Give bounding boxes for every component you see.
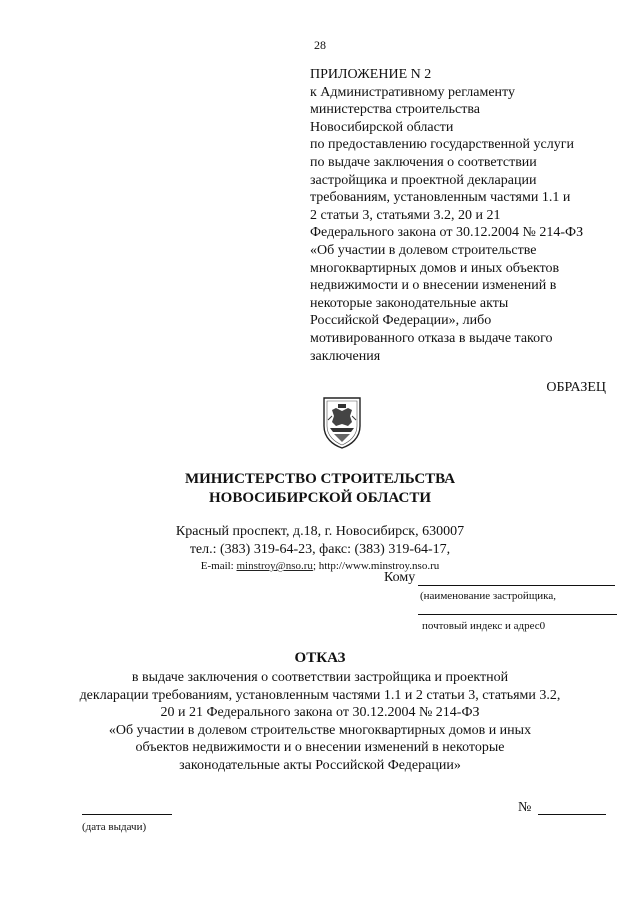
sample-label: ОБРАЗЕЦ	[546, 380, 606, 395]
appendix-line: Российской Федерации», либо	[310, 313, 492, 329]
ministry-title	[0, 470, 640, 508]
page-number: 28	[314, 38, 326, 52]
email-prefix: E-mail:	[200, 560, 237, 572]
appendix-line: 2 статьи 3, статьями 3.2, 20 и 21	[310, 207, 501, 223]
recipient-address-hint: почтовый индекс и адрес0	[422, 620, 546, 632]
document-number-label: №	[518, 800, 532, 815]
appendix-line: Федерального закона от 30.12.2004 № 214-ФЗ	[310, 225, 584, 241]
refusal-line: объектов недвижимости и о внесении изменений в некоторые	[135, 740, 505, 755]
ministry-line: НОВОСИБИРСКОЙ ОБЛАСТИ	[208, 490, 432, 506]
refusal-line: законодательные акты Российской Федерации»	[179, 757, 461, 773]
appendix-line: по предоставлению государственной услуги	[310, 137, 574, 153]
address-street: Красный проспект, д.18, г. Новосибирск, 630007	[175, 524, 465, 539]
coat-of-arms-icon	[320, 396, 364, 450]
appendix-line: заключения	[310, 348, 381, 364]
appendix-line: по выдаче заключения о соответствии	[310, 154, 537, 170]
appendix-line: недвижимости и о внесении изменений в	[310, 278, 557, 294]
appendix-line: требованиям, установленным частями 1.1 и	[310, 190, 571, 206]
appendix-line: министерства строительства	[310, 102, 481, 118]
issue-date-hint: (дата выдачи)	[82, 821, 147, 833]
appendix-line: некоторые законодательные акты	[310, 295, 509, 311]
appendix-line: мотивированного отказа в выдаче такого	[310, 330, 553, 346]
appendix-line: многоквартирных домов и иных объектов	[310, 260, 560, 276]
appendix-line: Новосибирской области	[310, 119, 454, 135]
website-text: ; http://www.minstroy.nso.ru	[312, 560, 440, 572]
refusal-line: «Об участии в долевом строительстве многоквартирных домов и иных	[108, 722, 532, 738]
refusal-subject	[60, 669, 580, 774]
appendix-header	[310, 66, 583, 365]
document-title: ОТКАЗ	[294, 650, 346, 666]
appendix-line: «Об участии в долевом строительстве	[310, 242, 537, 258]
ministry-line: МИНИСТЕРСТВО СТРОИТЕЛЬСТВА	[184, 471, 456, 487]
appendix-line: к Административному регламенту	[310, 84, 515, 100]
address-contacts	[0, 560, 640, 572]
issue-date-line	[82, 814, 172, 815]
document-number-line	[538, 814, 606, 815]
recipient-address-line	[418, 614, 617, 615]
refusal-line: 20 и 21 Федерального закона от 30.12.2004 № 214-ФЗ	[160, 705, 480, 720]
appendix-line: застройщика и проектной декларации	[310, 172, 537, 188]
recipient-label: Кому	[384, 570, 416, 585]
recipient-name-line	[418, 585, 615, 586]
refusal-line: декларации требованиям, установленным частями 1.1 и 2 статьи 3, статьями 3.2,	[79, 687, 561, 703]
address-phone: тел.: (383) 319-64-23, факс: (383) 319-64-17,	[189, 542, 451, 557]
refusal-line: в выдаче заключения о соответствии застройщика и проектной	[131, 670, 509, 685]
appendix-line: ПРИЛОЖЕНИЕ N 2	[310, 67, 432, 82]
recipient-name-hint: (наименование застройщика,	[420, 590, 556, 602]
email-link[interactable]: minstroy@nso.ru	[236, 560, 313, 572]
